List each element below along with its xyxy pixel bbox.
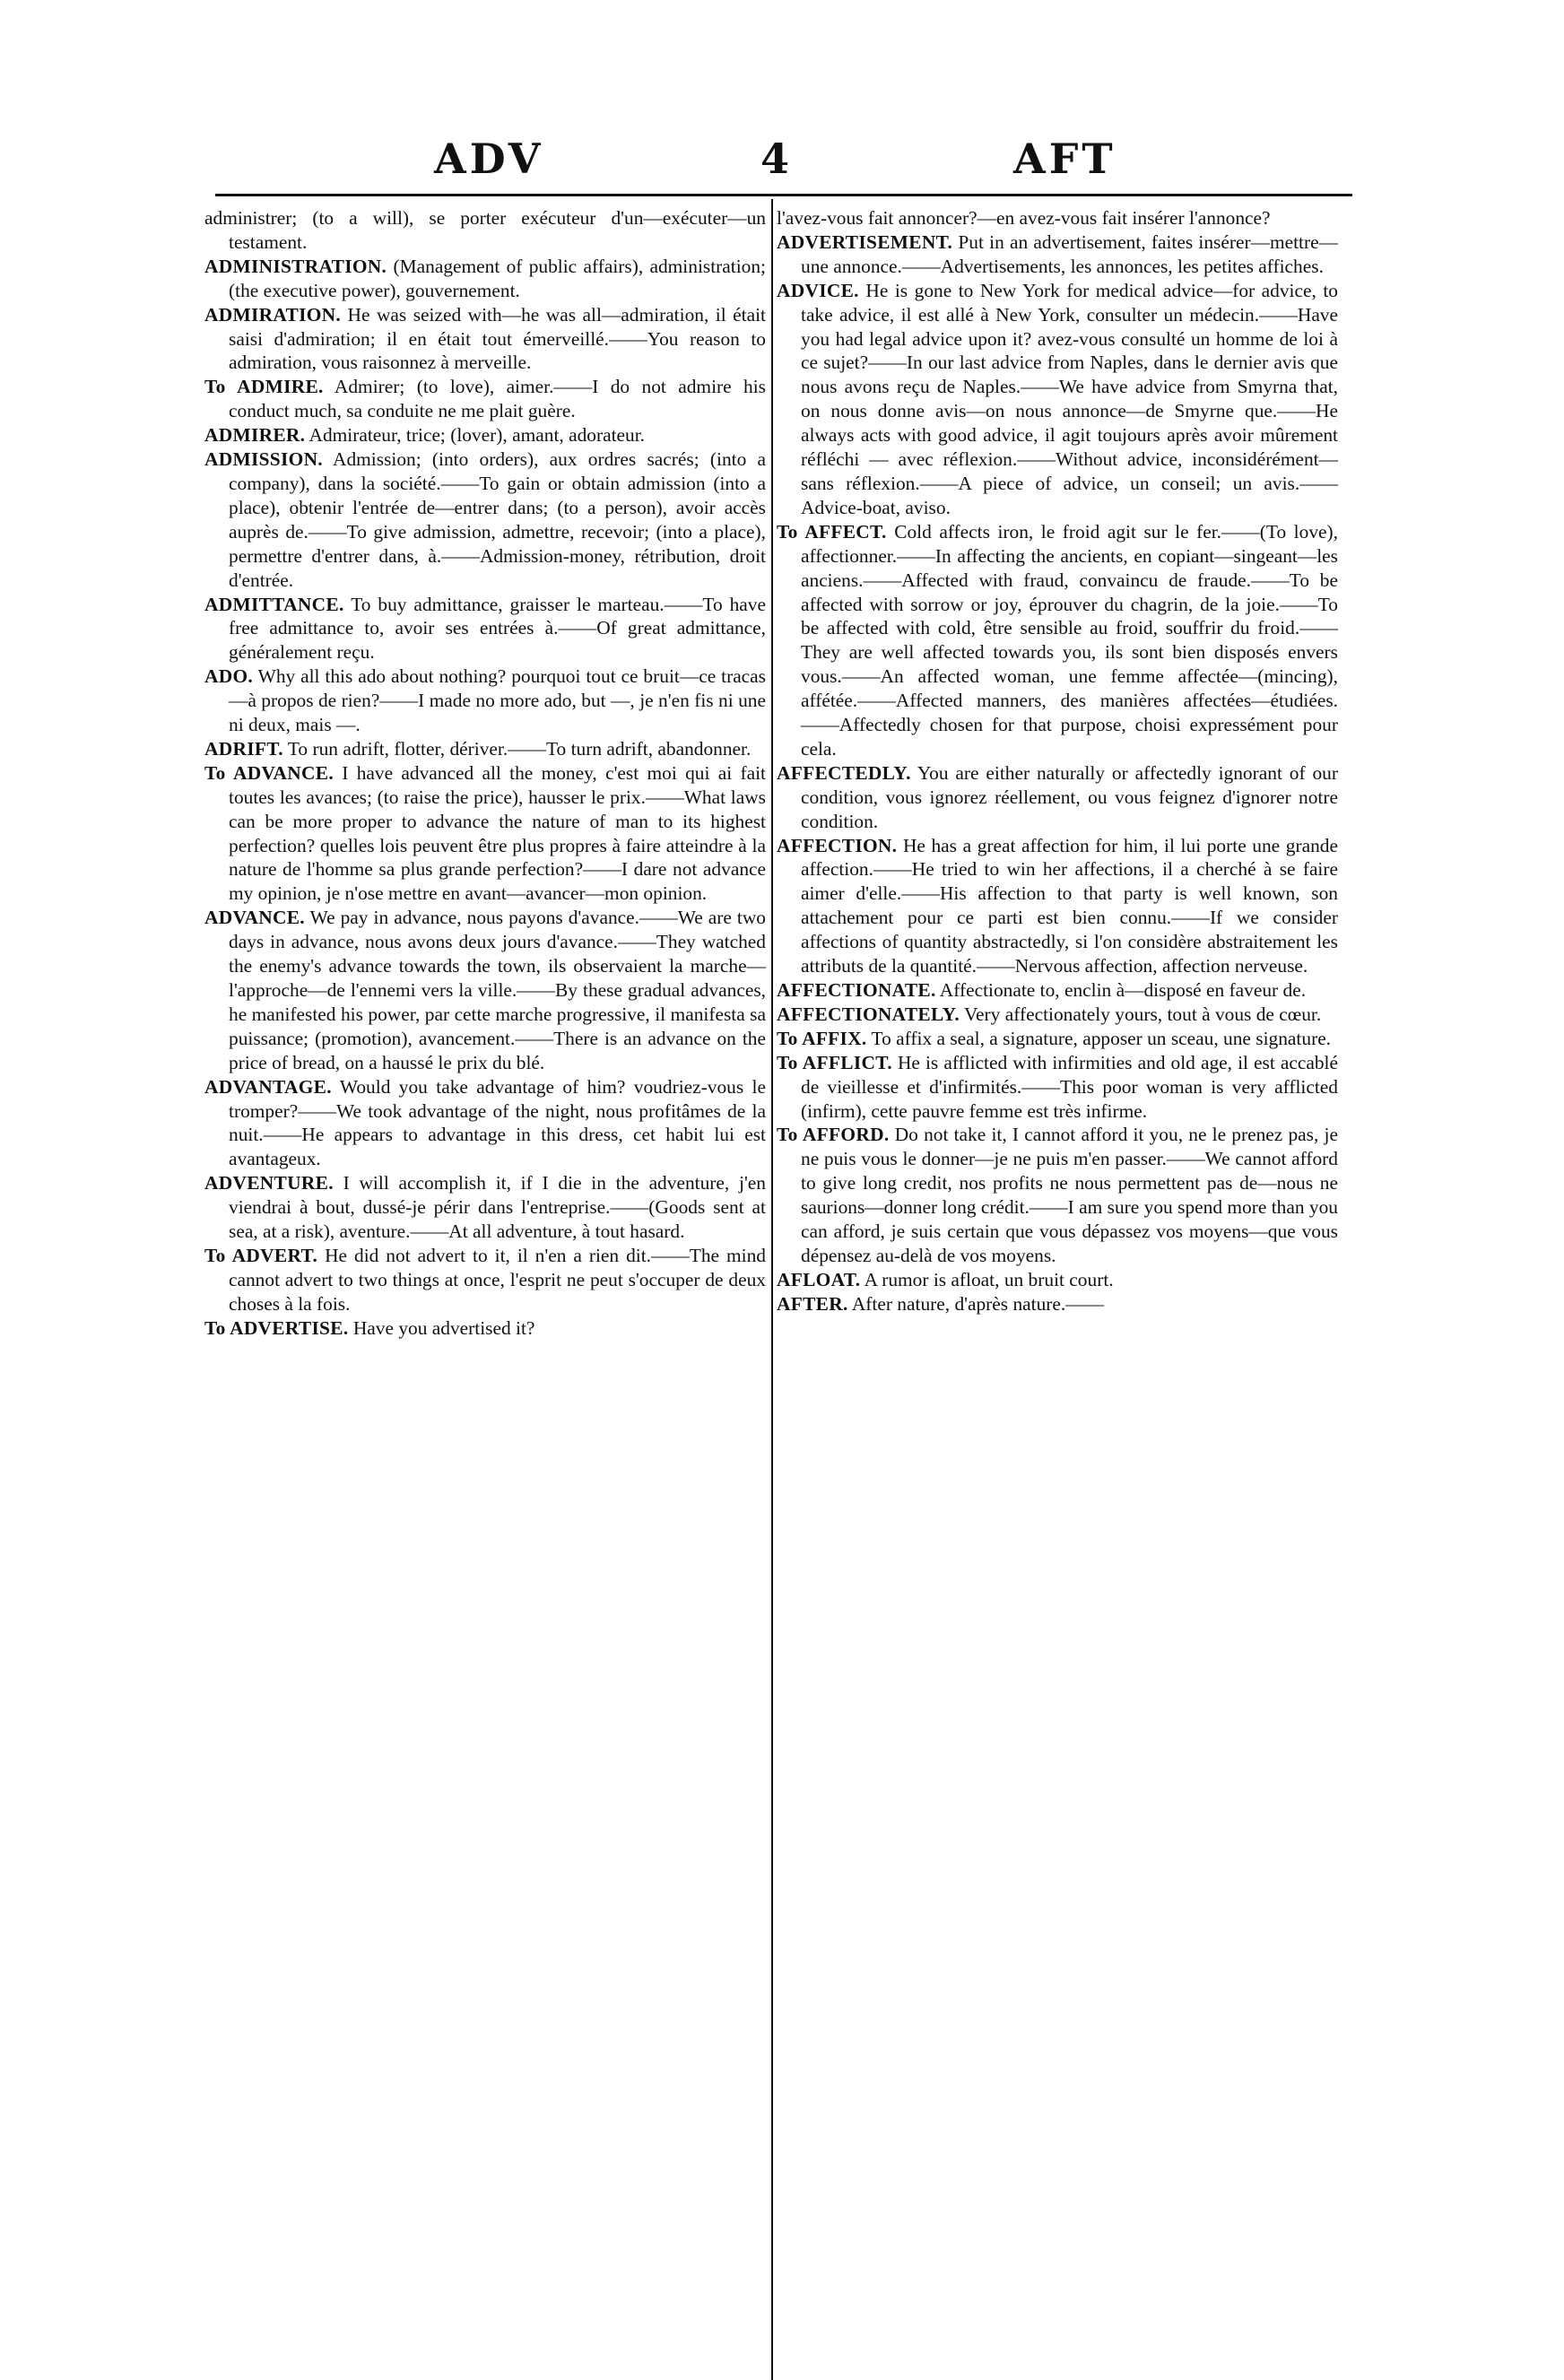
- dictionary-entry: [204, 1316, 766, 1341]
- entry-text: I will accomplish it, if I die in the adventure, j'en viendrai à bout, dussé-je périr dans l'entreprise.——(Goods sent at sea, at a risk), aventure.——At all adventure, à tout hasard.: [229, 1172, 766, 1243]
- entry-headword: ADVICE.: [777, 279, 859, 301]
- dictionary-entry: [777, 1051, 1338, 1124]
- entry-headword: ADMIRATION.: [204, 303, 342, 326]
- entry-text: Very affectionately yours, tout à vous de cœur.: [963, 1003, 1322, 1025]
- entry-headword: AFFECTEDLY.: [777, 761, 911, 784]
- entry-text: He did not advert to it, il n'en a rien dit.——The mind cannot advert to two things at once, l'esprit ne peut s'occuper de deux choses à la fois.: [229, 1244, 766, 1315]
- column-divider: [771, 199, 773, 2380]
- entry-text: Why all this ado about nothing? pourquoi tout ce bruit—ce tracas—à propos de rien?——I made no more ado, but —, je n'en fis ni une ni deux, mais —.: [229, 665, 766, 736]
- dictionary-entry: [204, 206, 766, 255]
- dictionary-entry: [204, 375, 766, 423]
- entry-headword: ADMIRER.: [204, 424, 306, 447]
- entry-text: Admission; (into orders), aux ordres sacrés; (into a company), dans la société.——To gain or obtain admission (into a place), obtenir l'entrée de—entrer dans; (to a person), avoir accès auprès de.——To give admission, admettre, recevoir; (into a place), permettre d'entrer dans, à.——Admission-money, rétribution, droit d'entrée.: [229, 448, 766, 591]
- dictionary-entry: [204, 664, 766, 737]
- left-column: [204, 206, 766, 1341]
- dictionary-entry: [204, 423, 766, 447]
- entry-text: After nature, d'après nature.——: [851, 1292, 1105, 1315]
- entry-headword: To AFFLICT.: [777, 1051, 892, 1073]
- dictionary-entry: [777, 1292, 1338, 1316]
- entry-headword: AFTER.: [777, 1292, 848, 1315]
- dictionary-entry: [204, 593, 766, 665]
- entry-headword: To ADMIRE.: [204, 376, 324, 398]
- entry-text: He was seized with—he was all—admiration, il était saisi d'admiration; il en était tout émerveillé.——You reason to admiration, vous raisonnez à merveille.: [229, 303, 766, 374]
- entry-text: Would you take advantage of him? voudriez-vous le tromper?——We took advantage of the night, nous profitâmes de la nuit.——He appears to advantage in this dress, cet habit lui est avantageux.: [229, 1075, 766, 1170]
- header-rule: [215, 194, 1352, 196]
- dictionary-entry: [204, 447, 766, 592]
- page-number: 4: [760, 135, 794, 183]
- dictionary-entry: [777, 520, 1338, 761]
- entry-headword: ADMITTANCE.: [204, 593, 344, 615]
- entry-headword: To AFFORD.: [777, 1124, 890, 1146]
- dictionary-entry: [204, 1244, 766, 1316]
- entry-headword: ADMINISTRATION.: [204, 255, 387, 277]
- dictionary-entry: [777, 230, 1338, 279]
- entry-headword: To ADVANCE.: [204, 761, 334, 784]
- entry-headword: ADMISSION.: [204, 448, 323, 471]
- entry-text: Affectionate to, enclin à—disposé en faveur de.: [939, 979, 1307, 1001]
- dictionary-entry: [777, 1027, 1338, 1051]
- guide-word-left: ADV: [434, 135, 544, 183]
- entry-text: Have you advertised it?: [352, 1316, 535, 1339]
- dictionary-entry: [777, 206, 1338, 230]
- dictionary-entry: [777, 1268, 1338, 1292]
- dictionary-entry: [777, 1123, 1338, 1267]
- entry-text: To affix a seal, a signature, apposer un sceau, une signature.: [871, 1027, 1332, 1049]
- entry-text: Admirer; (to love), aimer.——I do not admire his conduct much, sa conduite ne me plait guère.: [229, 376, 766, 422]
- dictionary-entry: [204, 906, 766, 1074]
- entry-headword: To AFFIX.: [777, 1027, 867, 1049]
- guide-word-right: AFT: [1013, 135, 1117, 183]
- entry-headword: To AFFECT.: [777, 520, 887, 543]
- entry-headword: AFFECTIONATE.: [777, 979, 936, 1001]
- dictionary-entry: [777, 761, 1338, 834]
- entry-text: l'avez-vous fait annoncer?—en avez-vous fait insérer l'annonce?: [777, 207, 1271, 229]
- entry-text: Admirateur, trice; (lover), amant, adorateur.: [308, 424, 646, 447]
- entry-text: Do not take it, I cannot afford it you, ne le prenez pas, je ne puis vous le donner—je ne puis m'en passer.——We cannot afford to give long credit, nos profits ne nous permettent pas de—nous ne saurions—donner long crédit.——I am sure you spend more than you can afford, je suis certain que vous dépassez vos moyens—que vous dépensez au-delà de vos moyens.: [801, 1124, 1338, 1266]
- entry-text: A rumor is afloat, un bruit court.: [864, 1268, 1114, 1290]
- entry-text: To buy admittance, graisser le marteau.——To have free admittance to, avoir ses entrées à.——Of great admittance, généralement reçu.: [229, 593, 766, 664]
- entry-headword: To ADVERTISE.: [204, 1316, 349, 1339]
- dictionary-entry: [204, 1075, 766, 1172]
- dictionary-entry: [204, 255, 766, 303]
- entry-text: To run adrift, flotter, dériver.——To turn adrift, abandonner.: [287, 737, 752, 760]
- dictionary-entry: [777, 978, 1338, 1003]
- right-column: [777, 206, 1338, 1316]
- entry-text: Put in an advertisement, faites insérer—mettre—une annonce.——Advertisements, les annonces, les petites affiches.: [801, 230, 1338, 277]
- entry-text: Cold affects iron, le froid agit sur le fer.——(To love), affectionner.——In affecting the ancients, en copiant—singeant—les anciens.——Affected with fraud, convaincu de fraude.——To be affected with sorrow or joy, éprouver du chagrin, de la joie.——To be affected with cold, être sensible au froid, souffrir du froid.——They are well affected towards you, ils sont bien disposés envers vous.——An affected woman, une femme affectée—(mincing), affétée.——Affected manners, des manières affectées—étudiées.——Affectedly chosen for that purpose, choisi expressément pour cela.: [801, 520, 1338, 760]
- entry-headword: ADRIFT.: [204, 737, 283, 760]
- dictionary-entry: [777, 834, 1338, 978]
- entry-headword: ADO.: [204, 665, 254, 688]
- entry-text: We pay in advance, nous payons d'avance.——We are two days in advance, nous avons deux jours d'avance.——They watched the enemy's advance towards the town, ils observaient la marche—l'approche—de l'ennemi vers la ville.——By these gradual advances, he manifested his power, par cette marche progressive, il manifesta sa puissance; (promotion), avancement.——There is an advance on the price of bread, on a haussé le prix du blé.: [229, 907, 766, 1073]
- entry-text: You are either naturally or affectedly ignorant of our condition, vous ignorez réellement, ou vous feignez d'ignorer notre condition.: [801, 761, 1338, 832]
- entry-headword: AFFECTIONATELY.: [777, 1003, 960, 1025]
- entry-text: He is afflicted with infirmities and old age, il est accablé de vieillesse et d'infirmités.——This poor woman is very afflicted (infirm), cette pauvre femme est très infirme.: [801, 1051, 1338, 1122]
- entry-text: (Management of public affairs), administration; (the executive power), gouvernement.: [229, 255, 766, 301]
- entry-text: administrer; (to a will), se porter exécuteur d'un—exécuter—un testament.: [204, 207, 766, 253]
- entry-headword: ADVENTURE.: [204, 1172, 334, 1194]
- entry-text: I have advanced all the money, c'est moi qui ai fait toutes les avances; (to raise the price), hausser le prix.——What laws can be more proper to advance the nature of man to its highest perfection? quelles lois peuvent être plus propres à faire atteindre à la nature de l'homme sa plus grande perfection?——I dare not advance my opinion, je n'ose mettre en avant—avancer—mon opinion.: [229, 761, 766, 905]
- dictionary-entry: [204, 303, 766, 376]
- running-head: [212, 135, 1349, 197]
- dictionary-entry: [204, 737, 766, 761]
- entry-headword: ADVERTISEMENT.: [777, 230, 953, 253]
- entry-headword: ADVANTAGE.: [204, 1075, 332, 1098]
- dictionary-entry: [204, 1171, 766, 1244]
- entry-headword: To ADVERT.: [204, 1244, 318, 1266]
- entry-text: He has a great affection for him, il lui porte une grande affection.——He tried to win her affections, il a cherché à se faire aimer d'elle.——His affection to that party is well known, son attachement pour ce parti est bien connu.——If we consider affections of quantity abstractedly, si l'on considère abstraitement les attributs de la quantité.——Nervous affection, affection nerveuse.: [801, 834, 1338, 977]
- entry-headword: AFFECTION.: [777, 834, 898, 856]
- entry-text: He is gone to New York for medical advice—for advice, to take advice, il est allé à New York, consulter un médecin.——Have you had legal advice upon it? avez-vous consulté un homme de loi à ce sujet?——In our last advice from Naples, dans le dernier avis que nous avons reçu de Naples.——We have advice from Smyrna that, on nous donne avis—on nous annonce—de Smyrne que.——He always acts with good advice, il agit toujours après avoir mûrement réfléchi — avec réflexion.——Without advice, inconsidérément—sans réflexion.——A piece of advice, un conseil; un avis.——Advice-boat, aviso.: [801, 279, 1338, 518]
- entry-headword: ADVANCE.: [204, 907, 305, 929]
- dictionary-entry: [204, 761, 766, 906]
- dictionary-entry: [777, 279, 1338, 520]
- dictionary-entry: [777, 1003, 1338, 1027]
- entry-headword: AFLOAT.: [777, 1268, 861, 1290]
